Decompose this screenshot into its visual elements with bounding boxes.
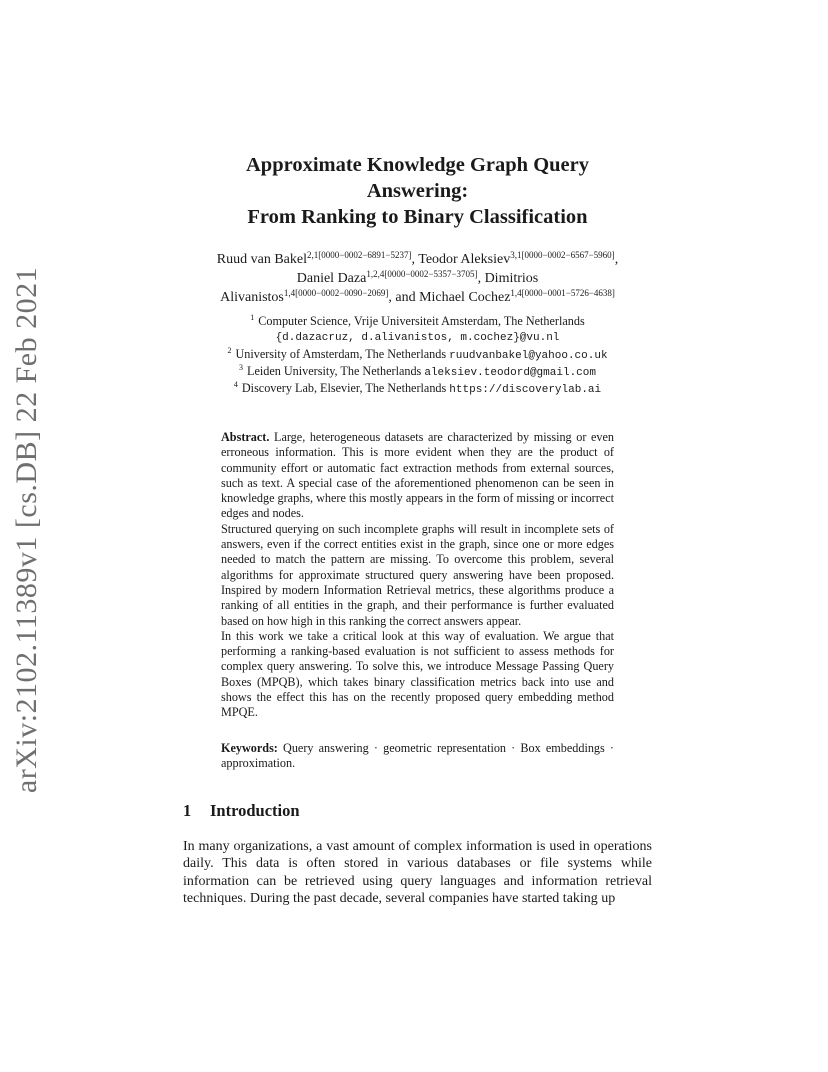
author-separator: , [614, 252, 619, 267]
author-name: Alivanistos [220, 290, 284, 305]
section-number: 1 [183, 801, 192, 820]
affiliation-1-email [183, 329, 652, 346]
keywords-text: Query answering · geometric representation · Box embeddings · approximation. [221, 741, 614, 771]
abstract-paragraph: Structured querying on such incomplete graphs will result in incomplete sets of answers, even if the correct entities exist in the graph, since one or more edges needed to match the pattern are missing. To overcome this problem, several algorithms for approximate structured query answering have been proposed. Inspired by modern Information Retrieval metrics, these algorithms produce a ranking of all entities in the graph, and their performance is further evaluated based on how high in this ranking the correct answers appear. [221, 521, 614, 628]
affiliation-4 [183, 381, 652, 398]
author-orcid: 1,4[0000−0002−0090−2069] [283, 288, 389, 298]
affiliations [183, 314, 652, 398]
author-orcid: 1,2,4[0000−0002−5357−3705] [366, 269, 478, 279]
email: aleksiev.teodord@gmail.com [424, 366, 596, 379]
author-name: Ruud van Bakel [216, 252, 308, 267]
affiliation-1 [183, 314, 652, 329]
title-line: Approximate Knowledge Graph Query [246, 154, 589, 176]
email: {d.dazacruz, d.alivanistos, m.cochez}@vu.nl [275, 332, 560, 345]
affiliation-text: Leiden University, The Netherlands [247, 363, 425, 378]
author-orcid: 1,4[0000−0001−5726−4638] [510, 288, 615, 298]
affiliation-number: 1 [250, 313, 255, 322]
abstract-paragraph: In this work we take a critical look at this way of evaluation. We argue that performing a ranking-based evaluation is not sufficient to assess methods for complex query answering. To solve this, we introduce Message Passing Query Boxes (MPQB), which takes binary classification metrics back into use and shows the effect this has on the recently proposed query embedding method MPQE. [221, 628, 614, 720]
affiliation-text: Computer Science, Vrije Universiteit Amsterdam, The Netherlands [258, 314, 585, 328]
affiliation-2 [183, 347, 652, 364]
abstract-label: Abstract. [221, 430, 270, 444]
keywords-label: Keywords: [221, 741, 278, 755]
title-line: From Ranking to Binary Classification [247, 206, 588, 228]
email: ruudvanbakel@yahoo.co.uk [449, 349, 608, 362]
introduction-body [183, 838, 652, 908]
affiliation-number: 3 [239, 362, 243, 372]
abstract-paragraph [221, 430, 614, 522]
title-line: Answering: [366, 180, 469, 202]
author-separator: , and Michael Cochez [388, 290, 511, 305]
body-paragraph: In many organizations, a vast amount of complex information is used in operations daily. This data is often stored in various databases or file systems while information can be retrieved using query languages and information retrieval techniques. During the past decade, several companies have started taking up [183, 839, 652, 907]
keywords [221, 741, 614, 772]
abstract-text: Large, heterogeneous datasets are characterized by missing or even erroneous information. This is more evident when they are the product of community effort or automatic fact extraction methods from external sources, such as text. A special case of the aforementioned phenomenon can be seen in knowledge graphs, where this mostly appears in the form of missing or incorrect edges and nodes. [221, 430, 614, 521]
section-heading [183, 801, 300, 821]
abstract [221, 430, 614, 721]
affiliation-number: 2 [227, 345, 232, 355]
author-separator: , Dimitrios [477, 271, 539, 286]
paper-title [183, 152, 652, 230]
author-name: Daniel Daza [296, 271, 367, 286]
section-title: Introduction [210, 801, 300, 820]
affiliation-3 [183, 364, 652, 381]
affiliation-text: University of Amsterdam, The Netherlands [235, 346, 450, 361]
author-orcid: 2,1[0000−0002−6891−5237] [307, 250, 412, 260]
author-orcid: 3,1[0000−0002−6567−5960] [510, 250, 615, 260]
affiliation-number: 4 [233, 380, 238, 390]
author-list [183, 250, 652, 307]
affiliation-text: Discovery Lab, Elsevier, The Netherlands [241, 381, 450, 396]
arxiv-identifier: arXiv:2102.11389v1 [cs.DB] 22 Feb 2021 [10, 266, 43, 794]
url-link[interactable]: https://discoverylab.ai [449, 384, 602, 397]
author-name: Teodor Aleksiev [418, 252, 511, 267]
author-separator: , [411, 252, 419, 267]
